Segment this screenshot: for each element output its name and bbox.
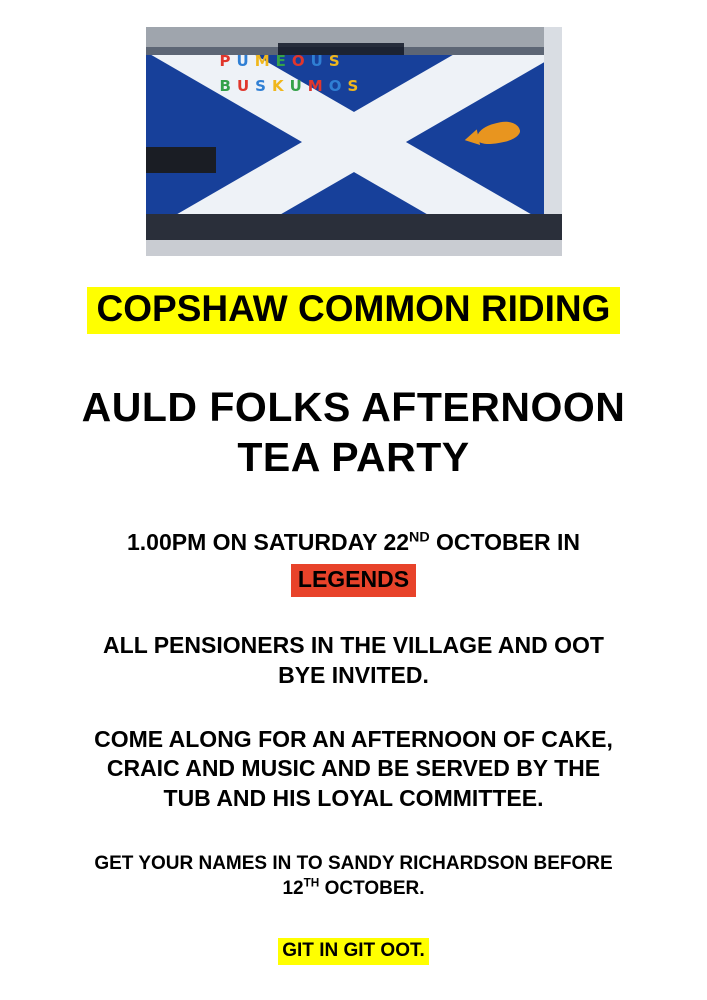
datetime-ordinal: ND [409, 529, 430, 546]
closing-line [278, 938, 429, 966]
datetime-prefix: 1.00PM ON SATURDAY 22 [126, 528, 410, 555]
rsvp-date-suffix: OCTOBER. [319, 877, 425, 899]
event-datetime [127, 528, 580, 558]
datetime-suffix: OCTOBER IN [429, 528, 581, 555]
bunting-letter: S [347, 77, 359, 95]
bunting-letter: M [254, 52, 270, 70]
invitation-text [103, 631, 604, 691]
description-text [94, 725, 613, 815]
description-line-1: COME ALONG FOR AN AFTERNOON OF CAKE, [94, 725, 613, 752]
saltire-banner-photo [146, 27, 562, 256]
page-title [82, 382, 626, 482]
rsvp-date-prefix: 12 [282, 877, 304, 899]
rsvp-line-1: GET YOUR NAMES IN TO SANDY RICHARDSON BEFORE [94, 853, 613, 875]
letter-bunting [218, 53, 448, 95]
rsvp-line-2 [94, 877, 612, 902]
bunting-letter: B [219, 77, 231, 95]
bunting-letter: U [236, 52, 249, 70]
headline-line-2: TEA PARTY [237, 433, 470, 480]
venue-line [291, 564, 416, 597]
event-banner-title: COPSHAW COMMON RIDING [87, 287, 621, 334]
bunting-letter: O [328, 77, 342, 95]
bunting-letter: S [255, 77, 266, 95]
description-line-3: TUB AND HIS LOYAL COMMITTEE. [163, 785, 544, 812]
description-line-2: CRAIC AND MUSIC AND BE SERVED BY THE [106, 755, 601, 782]
bunting-letter: S [328, 52, 340, 70]
invitation-line-1: ALL PENSIONERS IN THE VILLAGE AND OOT [103, 631, 604, 658]
headline-line-1: AULD FOLKS AFTERNOON [81, 383, 626, 430]
bunting-letter: M [307, 77, 323, 95]
bunting-letter: P [219, 52, 231, 70]
rsvp-date-ordinal: TH [303, 876, 320, 890]
photo-dark-block [146, 147, 216, 173]
venue-name: LEGENDS [291, 564, 416, 597]
bunting-letter: O [291, 52, 305, 70]
bunting-letter: K [271, 77, 284, 95]
photo-bottom-edge [146, 240, 562, 256]
bunting-letter: U [310, 52, 323, 70]
closing-text: GIT IN GIT OOT. [278, 938, 429, 966]
bunting-letter: E [275, 52, 286, 70]
bunting-letter: U [289, 77, 302, 95]
bunting-letter: U [236, 77, 250, 95]
rsvp-text [94, 852, 612, 901]
invitation-line-2: BYE INVITED. [278, 661, 429, 688]
photo-bottom-shadow [146, 214, 562, 240]
